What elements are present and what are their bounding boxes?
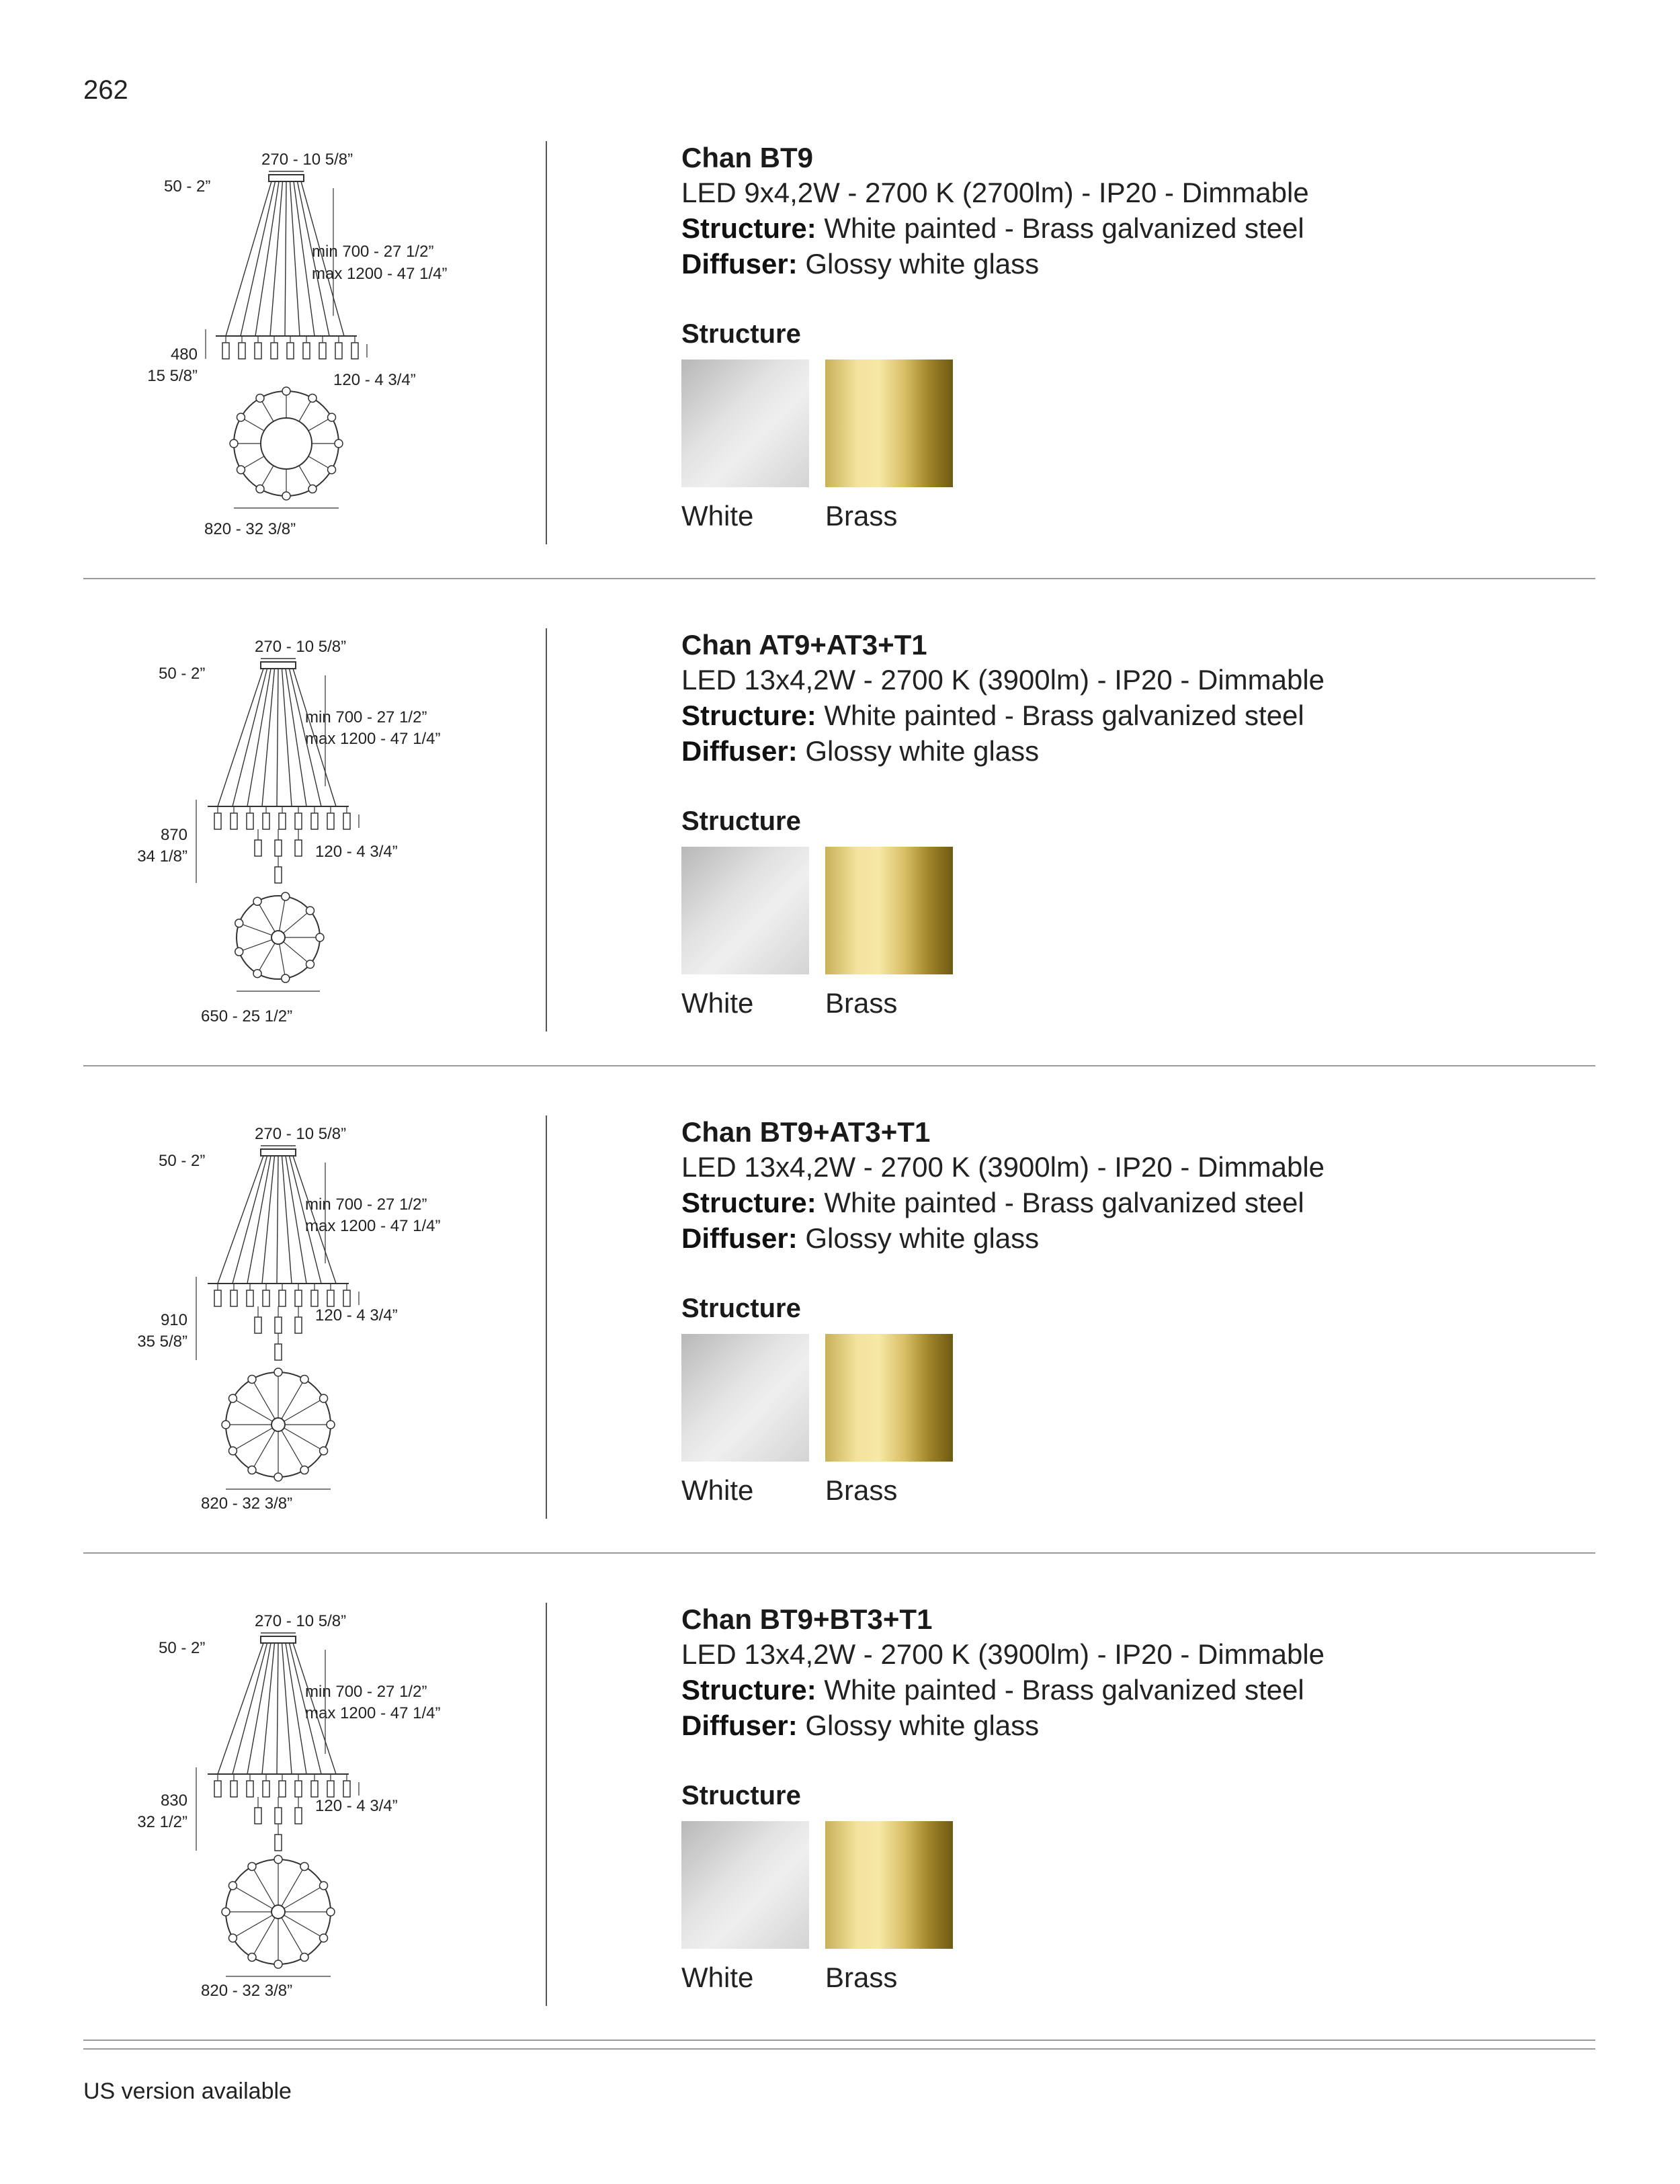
- plan-shade: [300, 1954, 308, 1962]
- shade: [311, 813, 318, 829]
- dim-diameter: 650 - 25 1/2”: [201, 1007, 293, 1025]
- swatch-label: White: [681, 987, 754, 1019]
- chandelier-technical-drawing: [110, 628, 527, 1032]
- plan-spoke: [280, 896, 286, 931]
- dim-cable-min: min 700 - 27 1/2”: [305, 1195, 427, 1214]
- swatch-white-color: [681, 1334, 809, 1462]
- structure-value: White painted - Brass galvanized steel: [824, 212, 1304, 244]
- dim-height-mm: 480: [170, 345, 198, 364]
- structure-value: White painted - Brass galvanized steel: [824, 700, 1304, 731]
- shade: [263, 1781, 269, 1797]
- shade: [311, 1290, 318, 1306]
- dim-height-in: 35 5/8”: [137, 1333, 187, 1351]
- cable-line: [270, 181, 283, 336]
- plan-spoke: [284, 941, 310, 964]
- shade: [263, 1290, 269, 1306]
- plan-spoke: [284, 1428, 324, 1451]
- swatch-label: Brass: [825, 500, 898, 532]
- cable-line: [247, 1643, 271, 1774]
- shade: [275, 1808, 282, 1824]
- product-diffuser-spec: [681, 1708, 1555, 1743]
- shade: [335, 343, 342, 359]
- plan-spoke: [239, 939, 272, 952]
- cable-line: [241, 181, 276, 336]
- shade: [351, 343, 358, 359]
- shade: [275, 840, 282, 856]
- plan-shade: [335, 439, 343, 448]
- section-divider: [83, 1065, 1595, 1066]
- plan-shade: [300, 1466, 308, 1474]
- swatch-brass-color: [825, 360, 953, 487]
- swatch-brass: [825, 1821, 953, 1994]
- shade: [295, 1290, 302, 1306]
- plan-spoke: [280, 944, 286, 978]
- shade: [295, 1808, 302, 1824]
- product-structure-spec: [681, 1185, 1555, 1220]
- structure-label: Structure:: [681, 1187, 816, 1218]
- swatch-brass-color: [825, 847, 953, 974]
- plan-spoke: [284, 1915, 324, 1938]
- plan-shade: [306, 907, 314, 915]
- page-number: 262: [83, 75, 128, 105]
- shade: [214, 813, 221, 829]
- shade: [287, 343, 294, 359]
- product-diffuser-spec: [681, 246, 1555, 282]
- plan-spoke: [284, 1398, 324, 1421]
- swatch-brass: [825, 847, 953, 1020]
- column-divider: [546, 1603, 547, 2006]
- product-diffuser-spec: [681, 1220, 1555, 1256]
- plan-shade: [316, 933, 324, 941]
- dim-height-in: 15 5/8”: [147, 367, 198, 385]
- shade: [230, 1781, 237, 1797]
- plan-shade: [235, 919, 243, 927]
- plan-shade: [228, 1882, 237, 1890]
- shade: [255, 1317, 261, 1333]
- plan-shade: [282, 892, 290, 900]
- plan-shade: [328, 413, 336, 421]
- product-section: [83, 1603, 1595, 2073]
- diffuser-label: Diffuser:: [681, 248, 798, 280]
- shade: [255, 1808, 261, 1824]
- shade: [214, 1781, 221, 1797]
- structure-label: Structure:: [681, 1674, 816, 1706]
- plan-shade: [228, 1934, 237, 1942]
- plan-shade: [248, 1375, 256, 1383]
- plan-spoke: [252, 1379, 275, 1419]
- swatch-label: White: [681, 1474, 754, 1506]
- plan-shade: [327, 1421, 335, 1429]
- swatch-white-color: [681, 847, 809, 974]
- diffuser-value: Glossy white glass: [805, 248, 1040, 280]
- cable-line: [262, 669, 275, 806]
- cable-line: [247, 669, 271, 806]
- plan-shade: [300, 1862, 308, 1870]
- dim-shade: 120 - 4 3/4”: [315, 1306, 398, 1325]
- plan-shade: [274, 1473, 282, 1481]
- chandelier-technical-drawing: [110, 1603, 527, 2006]
- finish-heading: Structure: [681, 806, 801, 836]
- shade: [279, 1290, 286, 1306]
- shade: [263, 813, 269, 829]
- structure-value: White painted - Brass galvanized steel: [824, 1187, 1304, 1218]
- swatch-brass: [825, 360, 953, 533]
- cable-line: [290, 181, 300, 336]
- diffuser-label: Diffuser:: [681, 735, 798, 767]
- plan-shade: [228, 1447, 237, 1455]
- shade: [275, 867, 282, 883]
- shade: [279, 813, 286, 829]
- product-led-spec: LED 13x4,2W - 2700 K (3900lm) - IP20 - Dimmable: [681, 1151, 1325, 1183]
- cable-line: [286, 1156, 306, 1284]
- dim-cable-max: max 1200 - 47 1/4”: [305, 1217, 441, 1235]
- shade: [239, 343, 245, 359]
- product-info: [681, 1116, 1555, 1507]
- swatch-brass-color: [825, 1334, 953, 1462]
- shade: [343, 1781, 350, 1797]
- dim-shade: 120 - 4 3/4”: [315, 843, 398, 861]
- shade: [222, 343, 229, 359]
- plan-shade: [320, 1934, 328, 1942]
- product-info: [681, 141, 1555, 533]
- shade: [327, 1781, 334, 1797]
- footer-divider: [83, 2048, 1595, 2050]
- cable-line: [277, 1643, 278, 1774]
- cable-line: [286, 669, 306, 806]
- shade: [230, 1290, 237, 1306]
- plan-shade: [282, 974, 290, 982]
- plan-inner-ring: [261, 418, 312, 469]
- shade: [319, 343, 326, 359]
- plan-inner-ring: [271, 1905, 285, 1919]
- product-led-spec: LED 13x4,2W - 2700 K (3900lm) - IP20 - Dimmable: [681, 1638, 1325, 1670]
- product-section: [83, 141, 1595, 612]
- plan-shade: [308, 485, 317, 493]
- cable-line: [233, 1156, 267, 1284]
- plan-spoke: [282, 1431, 304, 1470]
- plan-spoke: [282, 1918, 304, 1958]
- dim-height-mm: 830: [160, 1792, 187, 1810]
- cable-line: [226, 181, 271, 336]
- column-divider: [546, 1116, 547, 1519]
- shade: [271, 343, 278, 359]
- shade: [247, 1781, 253, 1797]
- finish-heading: Structure: [681, 1781, 801, 1810]
- finish-swatches: [681, 1334, 1555, 1507]
- product-drawing: [110, 141, 527, 544]
- shade: [295, 1781, 302, 1797]
- dim-canopy: 270 - 10 5/8”: [255, 638, 347, 656]
- plan-shade: [230, 439, 238, 448]
- shade: [247, 813, 253, 829]
- diffuser-value: Glossy white glass: [805, 735, 1040, 767]
- shade: [295, 840, 302, 856]
- dim-cable-max: max 1200 - 47 1/4”: [305, 1704, 441, 1722]
- shade: [275, 1317, 282, 1333]
- cable-line: [233, 669, 267, 806]
- swatch-white: [681, 1821, 809, 1994]
- plan-shade: [320, 1882, 328, 1890]
- plan-shade: [282, 492, 290, 500]
- dim-diameter: 820 - 32 3/8”: [204, 520, 296, 538]
- swatch-white-color: [681, 1821, 809, 1949]
- diffuser-value: Glossy white glass: [805, 1710, 1040, 1741]
- plan-shade: [237, 466, 245, 474]
- plan-spoke: [239, 923, 272, 935]
- plan-inner-ring: [271, 1418, 285, 1431]
- plan-shade: [235, 948, 243, 956]
- dim-canopy: 270 - 10 5/8”: [261, 151, 353, 169]
- product-section: [83, 628, 1595, 1099]
- dim-height-in: 32 1/2”: [137, 1813, 187, 1831]
- structure-label: Structure:: [681, 212, 816, 244]
- product-structure-spec: [681, 1672, 1555, 1708]
- plan-inner-ring: [271, 931, 285, 944]
- product-info: [681, 1603, 1555, 1994]
- shade: [255, 840, 261, 856]
- swatch-brass: [825, 1334, 953, 1507]
- cable-line: [282, 1156, 292, 1284]
- cable-line: [285, 181, 286, 336]
- structure-label: Structure:: [681, 700, 816, 731]
- swatch-label: Brass: [825, 987, 898, 1019]
- dim-height-in: 34 1/8”: [137, 847, 187, 866]
- cable-line: [218, 1643, 263, 1774]
- dim-cable-min: min 700 - 27 1/2”: [312, 243, 434, 261]
- plan-spoke: [257, 901, 275, 931]
- shade: [230, 813, 237, 829]
- cable-line: [277, 669, 278, 806]
- plan-shade: [274, 1960, 282, 1968]
- product-diffuser-spec: [681, 733, 1555, 769]
- shade: [303, 343, 310, 359]
- plan-shade: [253, 970, 261, 978]
- canopy-shape: [261, 662, 296, 669]
- shade: [343, 1290, 350, 1306]
- product-title: Chan AT9+AT3+T1: [681, 629, 927, 661]
- plan-spoke: [252, 1431, 275, 1470]
- shade: [275, 1344, 282, 1360]
- cable-line: [255, 181, 279, 336]
- plan-spoke: [233, 1428, 272, 1451]
- plan-shade: [327, 1908, 335, 1916]
- footer-note: US version available: [83, 2078, 292, 2104]
- swatch-brass-color: [825, 1821, 953, 1949]
- shade: [327, 1290, 334, 1306]
- dim-cable-max: max 1200 - 47 1/4”: [305, 730, 441, 748]
- dim-height-mm: 870: [160, 826, 187, 844]
- shade: [343, 813, 350, 829]
- plan-shade: [222, 1908, 230, 1916]
- plan-shade: [237, 413, 245, 421]
- shade: [295, 1317, 302, 1333]
- plan-shade: [274, 1368, 282, 1376]
- chandelier-technical-drawing: [110, 141, 527, 544]
- shade: [311, 1781, 318, 1797]
- plan-shade: [320, 1394, 328, 1402]
- shade: [295, 813, 302, 829]
- cable-line: [282, 669, 292, 806]
- swatch-label: White: [681, 1962, 754, 1993]
- plan-spoke: [233, 1398, 272, 1421]
- dim-canopy-height: 50 - 2”: [164, 177, 211, 196]
- finish-heading: Structure: [681, 319, 801, 349]
- diffuser-label: Diffuser:: [681, 1222, 798, 1254]
- cable-line: [218, 669, 263, 806]
- dim-canopy-height: 50 - 2”: [159, 1152, 206, 1170]
- section-divider: [83, 2040, 1595, 2041]
- section-divider: [83, 578, 1595, 579]
- plan-shade: [253, 897, 261, 905]
- product-title: Chan BT9: [681, 142, 814, 173]
- plan-shade: [256, 394, 264, 402]
- cable-line: [277, 1156, 278, 1284]
- shade: [275, 1835, 282, 1851]
- plan-spoke: [233, 1915, 272, 1938]
- cable-line: [218, 1156, 263, 1284]
- cable-line: [286, 1643, 306, 1774]
- plan-shade: [300, 1375, 308, 1383]
- product-drawing: [110, 628, 527, 1032]
- plan-spoke: [252, 1918, 275, 1958]
- shade: [279, 1781, 286, 1797]
- dim-canopy-height: 50 - 2”: [159, 1639, 206, 1657]
- dim-shade: 120 - 4 3/4”: [315, 1797, 398, 1815]
- structure-value: White painted - Brass galvanized steel: [824, 1674, 1304, 1706]
- dim-diameter: 820 - 32 3/8”: [201, 1982, 293, 2000]
- canopy-shape: [261, 1636, 296, 1643]
- plan-shade: [248, 1862, 256, 1870]
- product-drawing: [110, 1116, 527, 1519]
- product-section: [83, 1116, 1595, 1586]
- section-divider: [83, 1552, 1595, 1554]
- plan-shade: [308, 394, 317, 402]
- shade: [214, 1290, 221, 1306]
- plan-spoke: [282, 1866, 304, 1906]
- column-divider: [546, 628, 547, 1032]
- plan-spoke: [233, 1886, 272, 1908]
- plan-shade: [328, 466, 336, 474]
- swatch-white: [681, 360, 809, 533]
- dim-diameter: 820 - 32 3/8”: [201, 1495, 293, 1513]
- product-title: Chan BT9+AT3+T1: [681, 1116, 931, 1148]
- dim-canopy: 270 - 10 5/8”: [255, 1612, 347, 1630]
- product-led-spec: LED 13x4,2W - 2700 K (3900lm) - IP20 - Dimmable: [681, 664, 1325, 696]
- swatch-white: [681, 847, 809, 1020]
- cable-line: [262, 1156, 275, 1284]
- shade: [255, 343, 261, 359]
- canopy-shape: [261, 1149, 296, 1156]
- plan-spoke: [252, 1866, 275, 1906]
- plan-shade: [222, 1421, 230, 1429]
- product-info: [681, 628, 1555, 1020]
- cable-line: [262, 1643, 275, 1774]
- plan-shade: [256, 485, 264, 493]
- dim-canopy-height: 50 - 2”: [159, 665, 206, 683]
- swatch-white: [681, 1334, 809, 1507]
- plan-shade: [274, 1855, 282, 1863]
- plan-spoke: [284, 1886, 324, 1908]
- dim-shade: 120 - 4 3/4”: [333, 371, 416, 389]
- plan-spoke: [257, 943, 275, 974]
- dim-cable-min: min 700 - 27 1/2”: [305, 1683, 427, 1701]
- swatch-label: White: [681, 500, 754, 532]
- product-drawing: [110, 1603, 527, 2006]
- finish-swatches: [681, 360, 1555, 533]
- shade: [327, 813, 334, 829]
- plan-shade: [228, 1394, 237, 1402]
- product-structure-spec: [681, 210, 1555, 246]
- dim-canopy: 270 - 10 5/8”: [255, 1125, 347, 1143]
- plan-spoke: [282, 1379, 304, 1419]
- dim-cable-max: max 1200 - 47 1/4”: [312, 265, 448, 283]
- cable-line: [247, 1156, 271, 1284]
- finish-heading: Structure: [681, 1294, 801, 1323]
- cable-line: [233, 1643, 267, 1774]
- finish-swatches: [681, 847, 1555, 1020]
- cable-line: [282, 1643, 292, 1774]
- plan-shade: [306, 960, 314, 968]
- plan-shade: [320, 1447, 328, 1455]
- finish-swatches: [681, 1821, 1555, 1994]
- swatch-label: Brass: [825, 1474, 898, 1506]
- product-title: Chan BT9+BT3+T1: [681, 1603, 933, 1635]
- swatch-label: Brass: [825, 1962, 898, 1993]
- column-divider: [546, 141, 547, 544]
- shade: [247, 1290, 253, 1306]
- diffuser-value: Glossy white glass: [805, 1222, 1040, 1254]
- swatch-white-color: [681, 360, 809, 487]
- diffuser-label: Diffuser:: [681, 1710, 798, 1741]
- plan-spoke: [284, 911, 310, 933]
- product-led-spec: LED 9x4,2W - 2700 K (2700lm) - IP20 - Dimmable: [681, 177, 1309, 208]
- chandelier-technical-drawing: [110, 1116, 527, 1519]
- plan-shade: [282, 387, 290, 395]
- dim-height-mm: 910: [160, 1311, 187, 1329]
- canopy-shape: [269, 175, 304, 181]
- plan-shade: [248, 1954, 256, 1962]
- product-structure-spec: [681, 698, 1555, 733]
- dim-cable-min: min 700 - 27 1/2”: [305, 708, 427, 726]
- plan-shade: [248, 1466, 256, 1474]
